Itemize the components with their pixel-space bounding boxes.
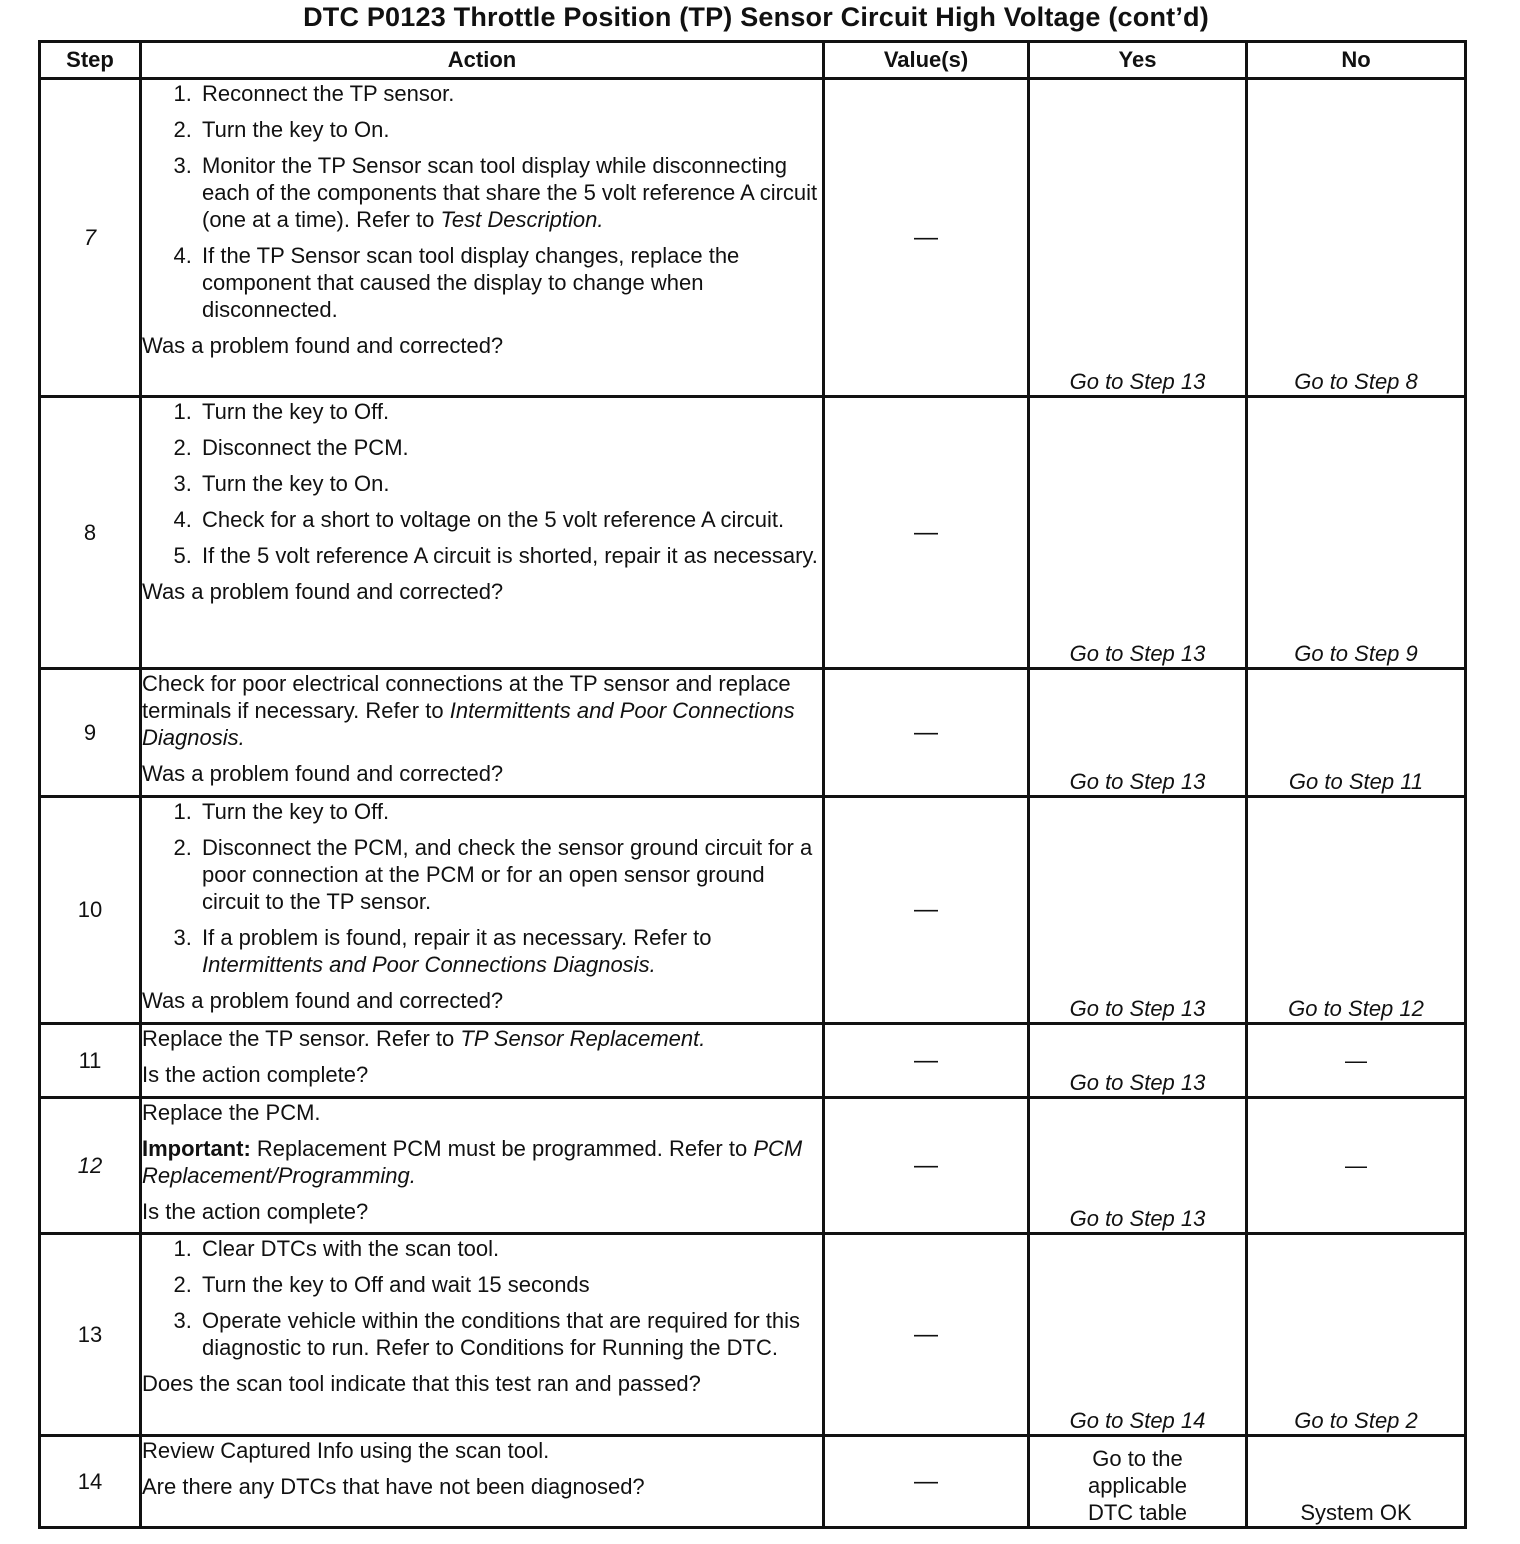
yes-result: Go to Step 13	[1029, 669, 1247, 797]
yes-result: Go to Step 13	[1029, 797, 1247, 1024]
action-item: 5. If the 5 volt reference A circuit is shorted, repair it as necessary.	[198, 542, 822, 569]
action-question: Is the action complete?	[142, 1199, 369, 1224]
yes-result-line: Go to the	[1092, 1446, 1183, 1471]
step-number: 7	[40, 79, 141, 397]
no-result: —	[1247, 1098, 1466, 1234]
action-text: Check for poor electrical connections at the TP sensor and replace terminals if necessary. Refer to Intermittents and Poor Connections Diagnosis.	[142, 671, 795, 750]
table-row-step-13	[40, 1234, 1466, 1436]
action-cell	[141, 1024, 824, 1098]
action-item: 3. Monitor the TP Sensor scan tool display while disconnecting each of the components that share the 5 volt reference A circuit (one at a time). Refer to Test Description.	[198, 152, 822, 233]
important-label: Important:	[142, 1136, 251, 1161]
value-cell: —	[824, 1098, 1029, 1234]
step-number: 13	[40, 1234, 141, 1436]
action-question: Was a problem found and corrected?	[142, 761, 504, 786]
yes-result	[1029, 1436, 1247, 1528]
value-cell: —	[824, 397, 1029, 669]
table-row-step-8	[40, 397, 1466, 669]
action-steps	[142, 80, 822, 323]
no-result: Go to Step 11	[1247, 669, 1466, 797]
action-item: 2. Disconnect the PCM.	[198, 434, 822, 461]
action-text: Replace the TP sensor. Refer to TP Sensor Replacement.	[142, 1026, 706, 1051]
value-cell: —	[824, 1024, 1029, 1098]
yes-result-line: DTC table	[1087, 1500, 1188, 1525]
action-text: Replace the PCM.	[142, 1100, 321, 1125]
header-step: Step	[40, 42, 141, 79]
table-row-step-10	[40, 797, 1466, 1024]
table-row-step-14	[40, 1436, 1466, 1528]
reference-link: Intermittents and Poor Connections Diagnosis.	[202, 952, 656, 977]
step-number: 10	[40, 797, 141, 1024]
action-item: 1. Clear DTCs with the scan tool.	[198, 1235, 822, 1262]
yes-result: Go to Step 13	[1029, 397, 1247, 669]
table-row-step-11	[40, 1024, 1466, 1098]
action-cell	[141, 79, 824, 397]
no-result: Go to Step 9	[1247, 397, 1466, 669]
action-cell	[141, 797, 824, 1024]
step-number: 12	[40, 1098, 141, 1234]
action-cell	[141, 1234, 824, 1436]
no-result: System OK	[1247, 1436, 1466, 1528]
action-cell	[141, 1436, 824, 1528]
no-result: Go to Step 2	[1247, 1234, 1466, 1436]
action-item: 2. Disconnect the PCM, and check the sensor ground circuit for a poor connection at the PCM or for an open sensor ground circuit to the TP sensor.	[198, 834, 822, 915]
reference-link: PCM Replacement/Programming.	[142, 1136, 803, 1188]
table-header-row	[40, 42, 1466, 79]
value-cell: —	[824, 1436, 1029, 1528]
yes-result: Go to Step 13	[1029, 1098, 1247, 1234]
header-action: Action	[141, 42, 824, 79]
value-cell: —	[824, 669, 1029, 797]
action-question: Was a problem found and corrected?	[142, 988, 504, 1013]
action-question: Are there any DTCs that have not been diagnosed?	[142, 1474, 645, 1499]
table-row-step-12	[40, 1098, 1466, 1234]
action-steps	[142, 398, 822, 569]
action-item: 4. Check for a short to voltage on the 5 volt reference A circuit.	[198, 506, 822, 533]
step-number: 14	[40, 1436, 141, 1528]
action-question: Is the action complete?	[142, 1062, 369, 1087]
action-item: 1. Turn the key to Off.	[198, 398, 822, 425]
action-text: Review Captured Info using the scan tool.	[142, 1438, 550, 1463]
reference-link: Intermittents and Poor Connections Diagnosis.	[142, 698, 795, 750]
action-cell	[141, 1098, 824, 1234]
action-item: 3. If a problem is found, repair it as necessary. Refer to Intermittents and Poor Connections Diagnosis.	[198, 924, 822, 978]
diagnostic-table	[38, 40, 1467, 1529]
header-values: Value(s)	[824, 42, 1029, 79]
action-cell	[141, 397, 824, 669]
header-no: No	[1247, 42, 1466, 79]
action-question: Does the scan tool indicate that this test ran and passed?	[142, 1371, 701, 1396]
action-item: 3. Turn the key to On.	[198, 470, 822, 497]
action-item: 4. If the TP Sensor scan tool display changes, replace the component that caused the display to change when disconnected.	[198, 242, 822, 323]
page-title: DTC P0123 Throttle Position (TP) Sensor Circuit High Voltage (cont’d)	[303, 2, 1209, 32]
reference-link: TP Sensor Replacement.	[460, 1026, 706, 1051]
value-cell: —	[824, 797, 1029, 1024]
action-item: 1. Reconnect the TP sensor.	[198, 80, 822, 107]
step-number: 11	[40, 1024, 141, 1098]
table-row-step-7	[40, 79, 1466, 397]
reference-link: Test Description.	[440, 207, 604, 232]
action-item: 2. Turn the key to Off and wait 15 seconds	[198, 1271, 822, 1298]
value-cell: —	[824, 1234, 1029, 1436]
action-item: 2. Turn the key to On.	[198, 116, 822, 143]
action-steps	[142, 798, 822, 978]
no-result: Go to Step 8	[1247, 79, 1466, 397]
table-row-step-9	[40, 669, 1466, 797]
header-yes: Yes	[1029, 42, 1247, 79]
action-question: Was a problem found and corrected?	[142, 579, 504, 604]
action-steps	[142, 1235, 822, 1361]
value-cell: —	[824, 79, 1029, 397]
step-number: 9	[40, 669, 141, 797]
yes-result-line: applicable	[1087, 1473, 1188, 1498]
action-item: 1. Turn the key to Off.	[198, 798, 822, 825]
important-note: Important: Replacement PCM must be programmed. Refer to PCM Replacement/Programming.	[142, 1136, 803, 1188]
action-item: 3. Operate vehicle within the conditions that are required for this diagnostic to run. Refer to Conditions for Running the DTC.	[198, 1307, 822, 1361]
action-cell	[141, 669, 824, 797]
no-result: Go to Step 12	[1247, 797, 1466, 1024]
yes-result: Go to Step 14	[1029, 1234, 1247, 1436]
action-question: Was a problem found and corrected?	[142, 333, 504, 358]
yes-result: Go to Step 13	[1029, 79, 1247, 397]
no-result: —	[1247, 1024, 1466, 1098]
yes-result: Go to Step 13	[1029, 1024, 1247, 1098]
step-number: 8	[40, 397, 141, 669]
